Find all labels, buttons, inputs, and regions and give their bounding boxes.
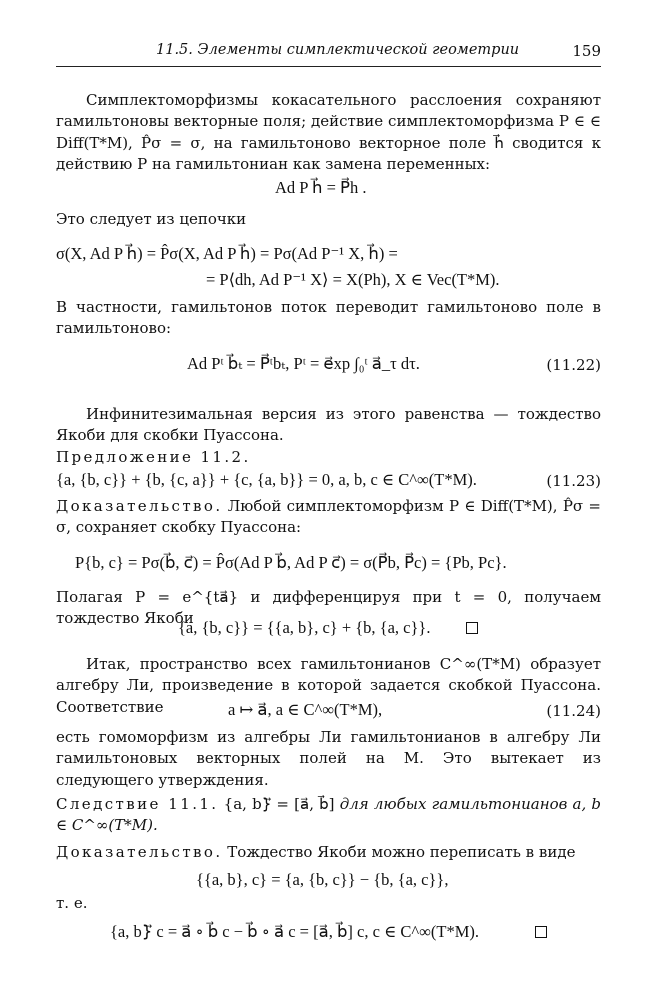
header-title: 11.5. Элементы симплектической геометрии [156, 42, 520, 58]
proposition-label: Предложение 11.2. [56, 448, 251, 466]
qed-square-icon [466, 622, 478, 634]
proof-text-2: Тождество Якоби можно переписать в виде [222, 843, 576, 861]
equation-poisson-preserve: P{b, c} = Pσ(b⃗, c⃗) = P̂σ(Ad P b⃗, Ad P c⃗) = σ(P⃗b, P⃗c) = {Pb, Pc}. [75, 553, 507, 572]
equation-chain-line1: σ(X, Ad P h⃗) = P̂σ(X, Ad P h⃗) = Pσ(Ad P⁻¹ X, h⃗) = [56, 244, 398, 263]
proof-label-2: Доказательство. [56, 843, 223, 861]
page-number: 159 [572, 42, 601, 60]
paragraph-lie-algebra: Итак, пространство всех гамильтонианов C^∞(T*M) образует алгебру Ли, произведение в которой задается скобкой Пуассона. Соответствие [56, 655, 601, 716]
corollary [56, 794, 601, 837]
proof-text: Любой симплектоморфизм P ∈ Diff(T*M), P̂σ = σ, сохраняет скобку Пуассона: [56, 497, 601, 537]
corollary-text: для любых гамильтонианов a, b ∈ C^∞(T*M). [56, 795, 601, 835]
proof-corollary [56, 842, 601, 863]
corollary-label: Следствие 11.1. [56, 795, 219, 813]
equation-11-24: a ↦ a⃗, a ∈ C^∞(T*M), [228, 700, 383, 719]
equation-jacobi-rewrite: {{a, b}, c} = {a, {b, c}} − {b, {a, c}}, [196, 870, 449, 889]
equation-ad-p-h: Ad P h⃗ = P⃗h . [275, 178, 367, 197]
proposition-heading [56, 447, 601, 468]
equation-number-11-22: (11.22) [546, 356, 601, 374]
proof-poisson [56, 496, 601, 539]
equation-chain-line2: = P⟨dh, Ad P⁻¹ X⟩ = X(Ph), X ∈ Vec(T*M). [206, 270, 500, 289]
paragraph-homomorphism: есть гомоморфизм из алгебры Ли гамильтонианов в алгебру Ли гамильтоновых векторных полей на M. Это вытекает из следующего утверждения. [56, 728, 601, 789]
equation-11-23: {a, {b, c}} + {b, {c, a}} + {c, {a, b}} = 0, a, b, c ∈ C^∞(T*M). [56, 470, 477, 489]
equation-11-22: Ad Pᵗ b⃗ₜ = P⃗ᵗbₜ, Pᵗ = e⃗xp ∫₀ᵗ a⃗_τ dτ. [187, 354, 420, 373]
equation-number-11-23: (11.23) [546, 472, 601, 490]
qed-square-icon-2 [535, 926, 547, 938]
paragraph-chain: Это следует из цепочки [56, 210, 247, 228]
paragraph-infinitesimal: Инфинитезимальная версия из этого равенства — тождество Якоби для скобки Пуассона. [56, 405, 601, 445]
corollary-formula: {a, b}⃗ = [a⃗, b⃗] [218, 795, 340, 813]
paragraph-flow: В частности, гамильтонов поток переводит гамильтоново поле в гамильтоново: [56, 298, 601, 338]
equation-bracket-commutator: {a, b}⃗ c = a⃗ ∘ b⃗ c − b⃗ ∘ a⃗ c = [a⃗, b⃗] c, c ∈ C^∞(T*M). [110, 922, 480, 941]
running-header [56, 42, 601, 67]
paragraph-setting-p: Полагая P = e^{ta⃗} и дифференцируя при t = 0, получаем тождество Якоби [56, 588, 601, 628]
paragraph-ie: т. е. [56, 894, 88, 912]
equation-jacobi: {a, {b, c}} = {{a, b}, c} + {b, {a, c}}. [178, 618, 431, 637]
equation-number-11-24: (11.24) [546, 702, 601, 720]
paragraph-intro: Симплектоморфизмы кокасательного расслоения сохраняют гамильтоновы векторные поля; действие симплектоморфизма P ∈ ∈ Diff(T*M), P̂σ = σ, на гамильтоново векторное поле h⃗ сводится к действию P на гамильтониан как замена переменных: [56, 91, 601, 173]
proof-label: Доказательство. [56, 497, 223, 515]
